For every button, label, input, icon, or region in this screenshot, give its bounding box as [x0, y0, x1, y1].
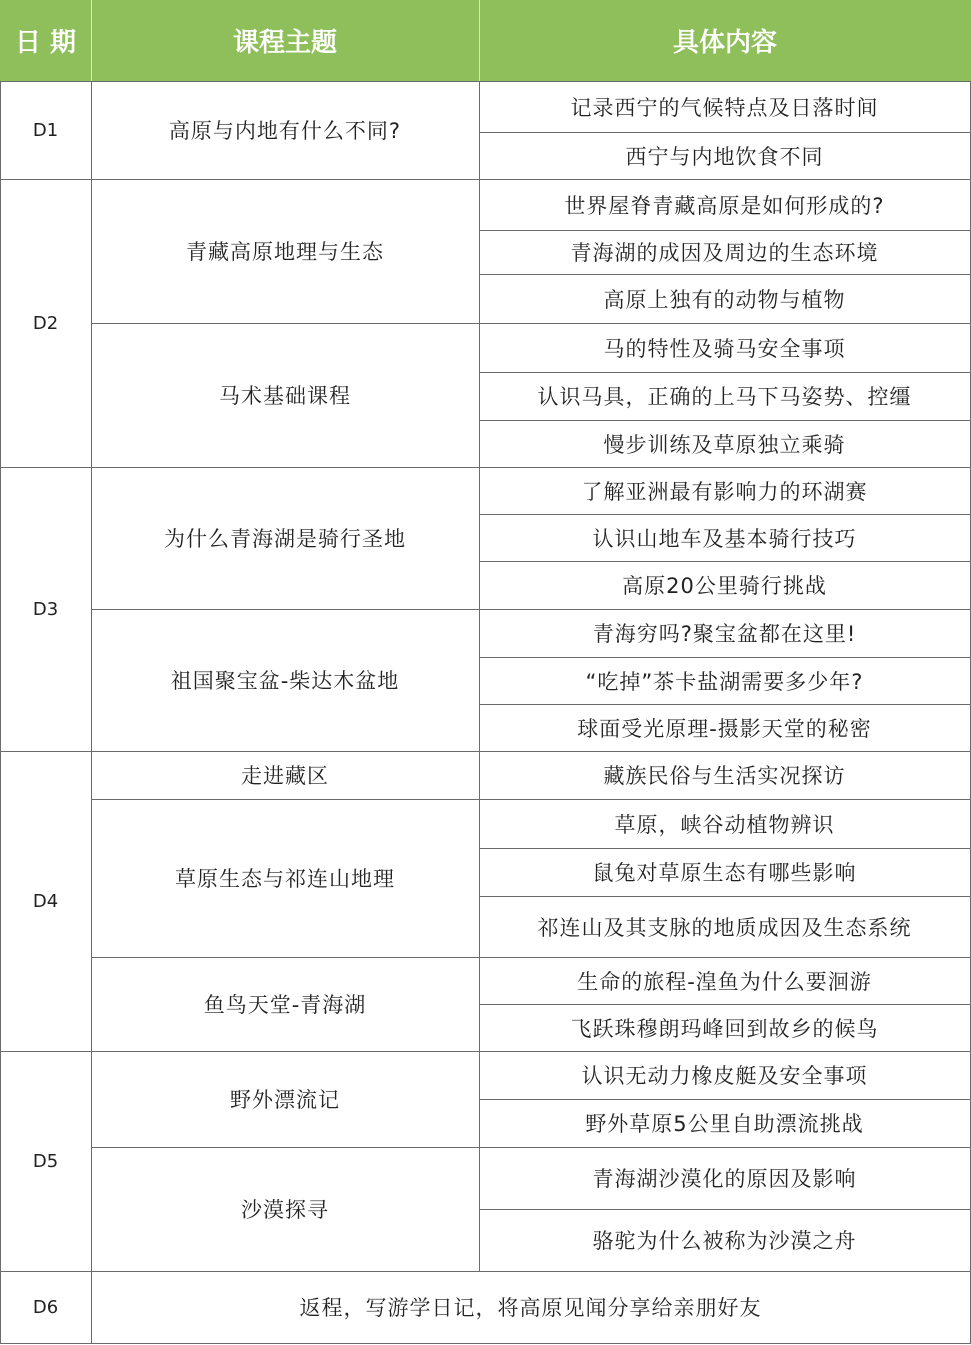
topic-cell: 野外漂流记 [230, 1088, 340, 1112]
row-divider [479, 514, 971, 515]
detail-cell: 藏族民俗与生活实况探访 [603, 764, 846, 788]
header-divider [479, 0, 480, 81]
row-divider [479, 274, 971, 275]
column-divider [479, 81, 480, 179]
header-date: 日 期 [0, 0, 91, 81]
detail-cell: 认识无动力橡皮艇及安全事项 [581, 1064, 868, 1088]
row-divider [479, 1004, 971, 1005]
detail-cell: 世界屋脊青藏高原是如何形成的? [564, 193, 885, 218]
detail-cell: 野外草原5公里自助漂流挑战 [585, 1112, 864, 1136]
day-label: D6 [32, 1296, 59, 1318]
column-divider [479, 467, 480, 751]
column-divider [479, 179, 480, 467]
detail-cell: 认识马具，正确的上马下马姿势、控缰 [537, 385, 912, 409]
detail-cell: 祁连山及其支脉的地质成因及生态系统 [537, 915, 912, 940]
topic-cell: 沙漠探寻 [241, 1198, 329, 1222]
detail-cell: 记录西宁的气候特点及日落时间 [570, 95, 879, 120]
row-divider [479, 132, 971, 133]
row-divider [479, 561, 971, 562]
day-label: D1 [32, 119, 59, 141]
detail-cell: 飞跃珠穆朗玛峰回到故乡的候鸟 [570, 1016, 879, 1041]
detail-cell: 慢步训练及草原独立乘骑 [603, 432, 846, 457]
row-divider [0, 1343, 971, 1344]
detail-cell: 了解亚洲最有影响力的环湖赛 [581, 479, 868, 504]
column-divider [479, 751, 480, 1051]
day-label: D4 [32, 890, 59, 912]
row-divider [479, 372, 971, 373]
topic-cell: 走进藏区 [241, 764, 329, 788]
detail-cell: 青海穷吗?聚宝盆都在这里! [592, 622, 857, 646]
detail-cell: 高原上独有的动物与植物 [603, 287, 846, 312]
detail-cell: 草原，峡谷动植物辨识 [614, 812, 835, 837]
topic-cell: 为什么青海湖是骑行圣地 [164, 527, 406, 551]
column-divider [479, 1051, 480, 1271]
day-label: D5 [32, 1150, 59, 1172]
topic-cell: 鱼鸟天堂-青海湖 [203, 993, 367, 1017]
detail-cell: 认识山地车及基本骑行技巧 [592, 526, 857, 551]
detail-cell: 生命的旅程-湟鱼为什么要洄游 [577, 969, 872, 994]
detail-cell: 马的特性及骑马安全事项 [603, 336, 846, 361]
detail-cell: 西宁与内地饮食不同 [625, 144, 824, 169]
detail-cell: 青海湖沙漠化的原因及影响 [592, 1167, 857, 1191]
topic-cell: 祖国聚宝盆-柴达木盆地 [170, 669, 400, 693]
detail-cell: 高原20公里骑行挑战 [622, 574, 827, 598]
topic-cell: 高原与内地有什么不同? [168, 119, 402, 143]
row-divider [479, 230, 971, 231]
detail-cell: “吃掉”茶卡盐湖需要多少年? [585, 669, 864, 694]
topic-cell: 草原生态与祁连山地理 [175, 867, 395, 891]
detail-cell: 骆驼为什么被称为沙漠之舟 [592, 1229, 857, 1253]
header-divider [91, 0, 92, 81]
row-divider [479, 1099, 971, 1100]
topic-cell: 马术基础课程 [219, 384, 351, 408]
day-summary: 返程，写游学日记，将高原见闻分享给亲朋好友 [299, 1296, 762, 1320]
detail-cell: 鼠兔对草原生态有哪些影响 [592, 861, 857, 885]
row-divider [479, 420, 971, 421]
row-divider [479, 657, 971, 658]
day-label: D2 [32, 312, 59, 334]
row-divider [479, 1209, 971, 1210]
row-divider [479, 896, 971, 897]
detail-cell: 球面受光原理-摄影天堂的秘密 [577, 716, 872, 741]
day-label: D3 [32, 598, 59, 620]
column-divider [91, 81, 92, 1343]
column-divider [0, 81, 1, 1343]
header-topic: 课程主题 [91, 0, 479, 81]
header-detail: 具体内容 [479, 0, 971, 81]
topic-cell: 青藏高原地理与生态 [186, 240, 384, 264]
row-divider [479, 848, 971, 849]
row-divider [479, 704, 971, 705]
detail-cell: 青海湖的成因及周边的生态环境 [570, 241, 879, 265]
